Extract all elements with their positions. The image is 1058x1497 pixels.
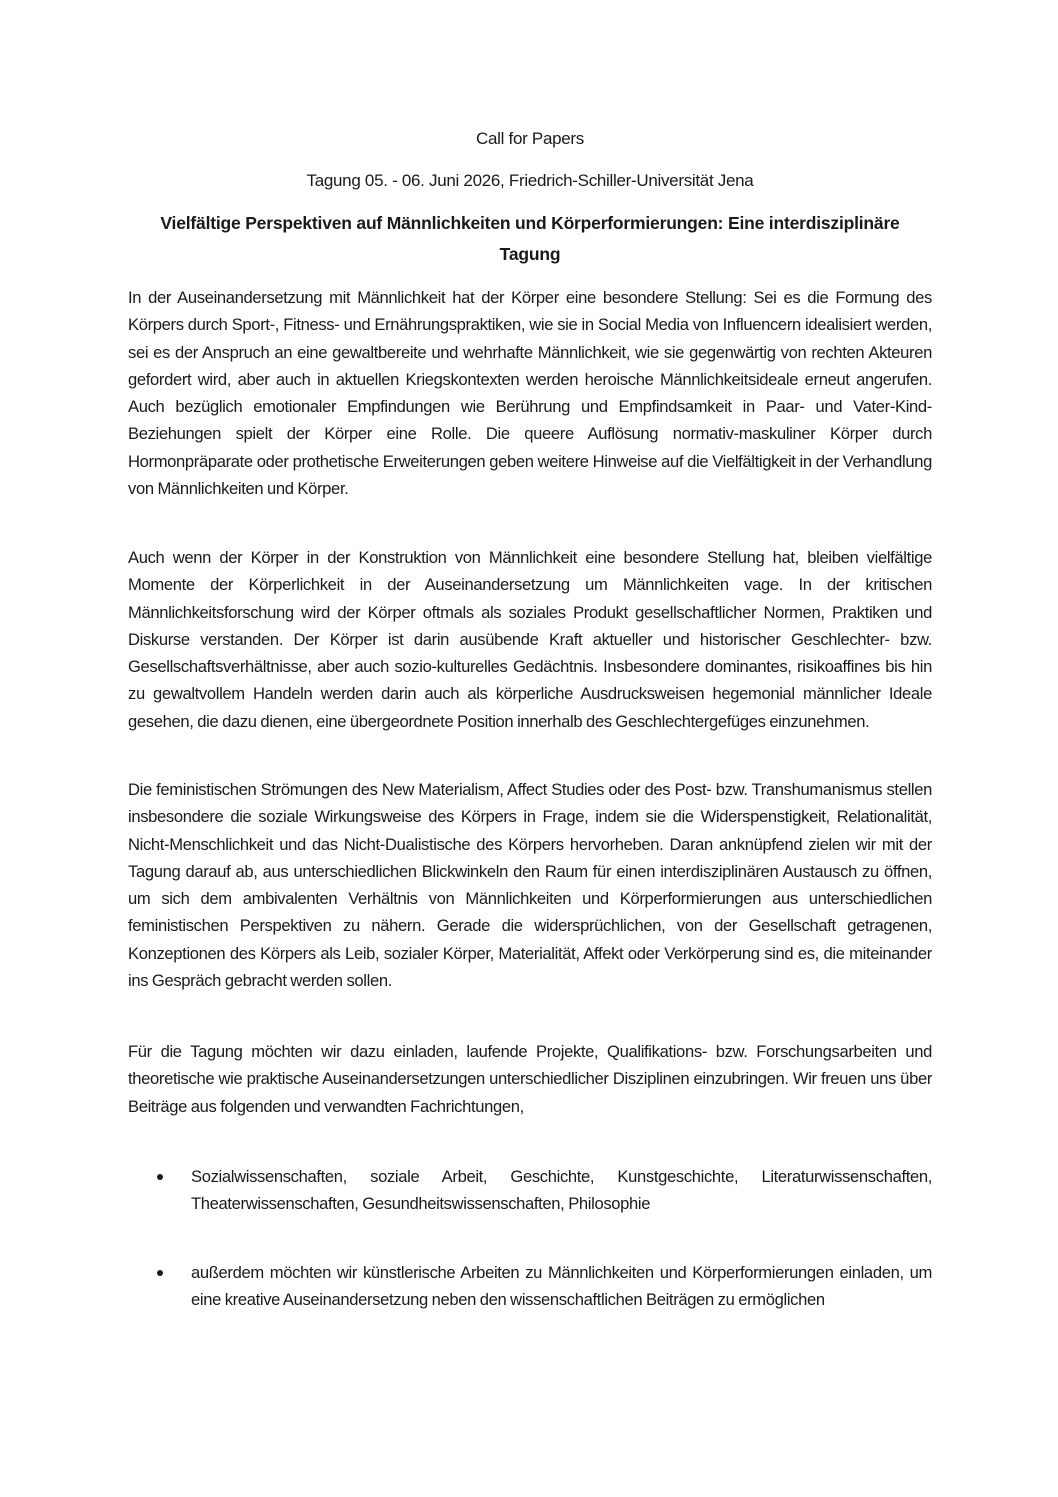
paragraph-introduction: In der Auseinandersetzung mit Männlichkeit hat der Körper eine besondere Stellung: Sei es die Formung des Körpers durch Sport-, Fitness- und Ernährungspraktiken, wie sie in Social Media von Influencern idealisiert werden, sei es der Anspruch an eine gewaltbereite und wehrhafte Männlichkeit, wie sie gegenwärtig von rechten Akteuren gefordert wird, aber auch in aktuellen Kriegskontexten werden heroische Männlichkeitsideale erneut angerufen. Auch bezüglich emotionaler Empfindungen wie Berührung und Empfindsamkeit in Paar- und Vater-Kind-Beziehungen spielt der Körper eine Rolle. Die queere Auflösung normativ-maskuliner Körper durch Hormonpräparate oder prothetische Erweiterungen geben weitere Hinweise auf die Vielfältigkeit in der Verhandlung von Männlichkeiten und Körper. xyxy=(128,288,932,499)
bullet-icon xyxy=(157,1270,163,1276)
paragraph-invitation: Für die Tagung möchten wir dazu einladen, laufende Projekte, Qualifikations- bzw. Forschungsarbeiten und theoretische wie praktische Auseinandersetzungen unterschiedlicher Disziplinen einzubringen. Wir freuen uns über Beiträge aus folgenden und verwandten Fachrichtungen, xyxy=(128,1042,932,1116)
bullet-icon xyxy=(157,1174,163,1180)
list-item-text: außerdem möchten wir künstlerische Arbeiten zu Männlichkeiten und Körperformierungen einladen, um eine kreative Auseinandersetzung neben den wissenschaftlichen Beiträgen zu ermöglichen xyxy=(191,1263,932,1310)
list-item xyxy=(191,1163,932,1218)
event-date-location: Tagung 05. - 06. Juni 2026, Friedrich-Schiller-Universität Jena xyxy=(306,171,754,190)
call-for-papers-label: Call for Papers xyxy=(476,129,584,148)
list-item xyxy=(191,1259,932,1314)
document-title: Vielfältige Perspektiven auf Männlichkeiten und Körperformierungen: Eine interdisziplinäre Tagung xyxy=(160,213,900,264)
paragraph-research-context: Auch wenn der Körper in der Konstruktion von Männlichkeit eine besondere Stellung hat, bleiben vielfältige Momente der Körperlichkeit in der Auseinandersetzung um Männlichkeiten vage. In der kritischen Männlichkeitsforschung wird der Körper oftmals als soziales Produkt gesellschaftlicher Normen, Praktiken und Diskurse verstanden. Der Körper ist darin ausübende Kraft aktueller und historischer Geschlechter- bzw. Gesellschaftsverhältnisse, aber auch sozio-kulturelles Gedächtnis. Insbesondere dominantes, risikoaffines bis hin zu gewaltvollem Handeln werden darin auch als körperliche Ausdrucksweisen hegemonial männlicher Ideale gesehen, die dazu dienen, eine übergeordnete Position innerhalb des Geschlechtergefüges einzunehmen. xyxy=(128,548,932,731)
paragraph-feminist-perspectives: Die feministischen Strömungen des New Materialism, Affect Studies oder des Post- bzw. Transhumanismus stellen insbesondere die soziale Wirkungsweise des Körpers in Frage, indem sie die Widerspenstigkeit, Relationalität, Nicht-Menschlichkeit und das Nicht-Dualistische des Körpers hervorheben. Daran anknüpfend zielen wir mit der Tagung darauf ab, aus unterschiedlichen Blickwinkeln den Raum für einen interdisziplinären Austausch zu öffnen, um sich dem ambivalenten Verhältnis von Männlichkeiten und Körperformierungen aus unterschiedlichen feministischen Perspektiven zu nähern. Gerade die widersprüchlichen, von der Gesellschaft getragenen, Konzeptionen des Körpers als Leib, sozialer Körper, Materialität, Affekt oder Verkörperung sind es, die miteinander ins Gespräch gebracht werden sollen. xyxy=(128,780,932,991)
list-item-text: Sozialwissenschaften, soziale Arbeit, Geschichte, Kunstgeschichte, Literaturwissenschaften, Theaterwissenschaften, Gesundheitswissenschaften, Philosophie xyxy=(191,1167,932,1214)
